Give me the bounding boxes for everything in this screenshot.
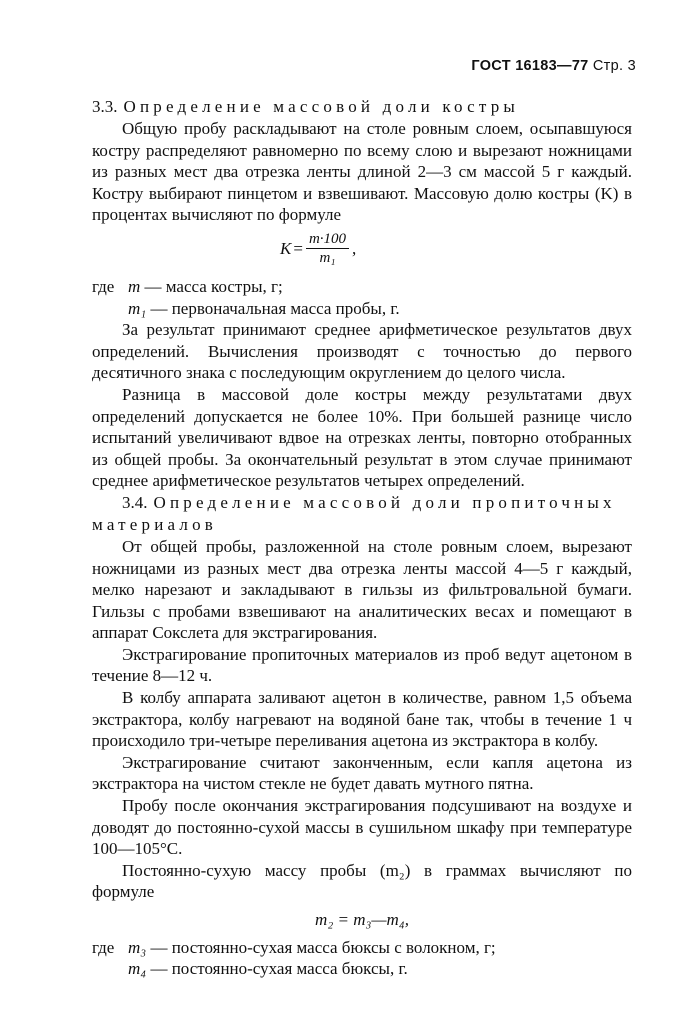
- section-3-3-paragraph: Общую пробу раскладывают на столе ровным слоем, осыпавшуюся костру распределяют равномерно по всему слою и вырезают ножницами из разных мест два отрезка ленты длиной 2—3 см массой 5 г каждый. Костру выбирают пинцетом и взвешивают. Массовую долю костры (K) в процентах вычисляют по формуле: [92, 119, 632, 225]
- standard-number: ГОСТ 16183—77: [471, 58, 589, 74]
- section-3-3-paragraph-2: За результат принимают среднее арифметическое результатов двух определений. Вычисления производят с точностью до первого десятичного знака с последующим округлением до целого числа.: [92, 320, 632, 383]
- section-3-4-paragraph-3: В колбу аппарата заливают ацетон в количестве, равном 1,5 объема экстрактора, колбу нагревают на водяной бане так, чтобы в течение 1 ч происходило три-четыре переливания ацетона из экстрактора в колбу.: [92, 688, 632, 751]
- formula-m2: m₂ = m₃—m₄,: [315, 910, 409, 929]
- section-3-4-paragraph-1: От общей пробы, разложенной на столе ровным слоем, вырезают ножницами из разных мест два отрезка ленты массой 4—5 г каждый, мелко нарезают и закладывают в гильзы из фильтровальной бумаги. Гильзы с пробами взвешивают на аналитических весах и помещают в аппарат Сокслета для экстрагирования.: [92, 536, 632, 643]
- section-3-4-paragraph-5: Пробу после окончания экстрагирования подсушивают на воздухе и доводят до постоянно-сухой массы в сушильном шкафу при температуре 100—105°С.: [92, 796, 632, 859]
- formula-numerator: m·100: [306, 230, 349, 249]
- where-line: m₁ — первоначальная масса пробы, г.: [128, 298, 400, 318]
- section-3-4-paragraph-2: Экстрагирование пропиточных материалов из проб ведут ацетоном в течение 8—12 ч.: [92, 644, 632, 686]
- section-3-4-paragraph-6: Постоянно-сухую массу пробы (m₂) в граммах вычисляют по формуле: [92, 860, 632, 902]
- document-body: [92, 96, 632, 980]
- where-line: где m₃ — постоянно-сухая масса бюксы с волокном, г;: [92, 937, 496, 957]
- section-3-4-title: 3.4. Определение массовой доли пропиточных материалов: [92, 492, 616, 534]
- formula-k: K = $\frac{m\cdot 100}{\text{m₁}}$ ,: [280, 230, 357, 266]
- section-3-3-paragraph-3: Разница в массовой доле костры между результатами двух определений допускается не более 10%. При большей разнице число испытаний увеличивают вдвое на отрезках ленты, повторно отобранных из общей пробы. За окончательный результат в этом случае принимают среднее арифметическое результатов четырех определений.: [92, 384, 632, 491]
- where-line: где m — масса костры, г;: [92, 276, 283, 296]
- where-line: m₄ — постоянно-сухая масса бюксы, г.: [128, 959, 408, 979]
- formula-denominator: m₁: [319, 249, 336, 266]
- page-number: Стр. 3: [592, 58, 636, 74]
- section-3-4-paragraph-4: Экстрагирование считают законченным, если капля ацетона из экстрактора на чистом стекле не будет давать мутного пятна.: [92, 752, 632, 794]
- page-header: [471, 58, 636, 74]
- section-3-3-title: 3.3. Определение массовой доли костры: [92, 97, 520, 116]
